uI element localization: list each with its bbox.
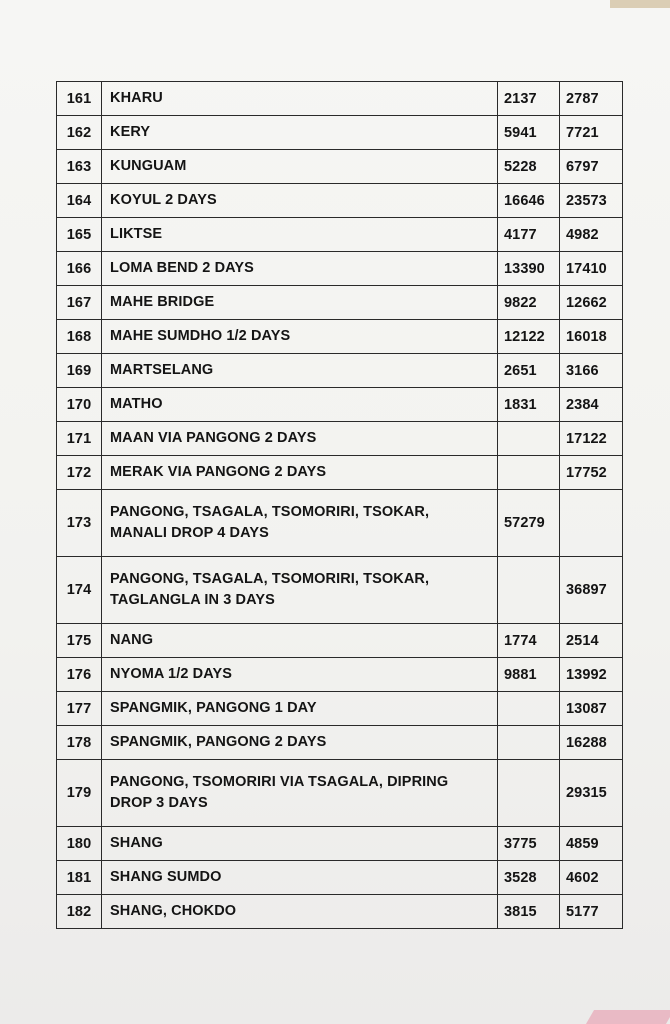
- table-row: [57, 827, 623, 861]
- rate-a: 2137: [498, 82, 560, 116]
- serial-number: 173: [57, 490, 102, 557]
- destination: SPANGMIK, PANGONG 1 DAY: [102, 692, 498, 726]
- rate-a: [498, 456, 560, 490]
- rate-a: [498, 557, 560, 624]
- rate-b: 7721: [560, 116, 623, 150]
- rate-a: 4177: [498, 218, 560, 252]
- rate-b: [560, 490, 623, 557]
- rate-b: 4982: [560, 218, 623, 252]
- destination-line-1: PANGONG, TSOMORIRI VIA TSAGALA, DIPRING: [110, 774, 449, 790]
- table-row: [57, 624, 623, 658]
- rate-a: 1774: [498, 624, 560, 658]
- destination: LOMA BEND 2 DAYS: [102, 252, 498, 286]
- serial-number: 168: [57, 320, 102, 354]
- rate-a: 9822: [498, 286, 560, 320]
- serial-number: 165: [57, 218, 102, 252]
- rate-b: 23573: [560, 184, 623, 218]
- rate-a: 5941: [498, 116, 560, 150]
- destination: KOYUL 2 DAYS: [102, 184, 498, 218]
- table-row: [57, 252, 623, 286]
- destination: [102, 557, 498, 624]
- rate-b: 2384: [560, 388, 623, 422]
- serial-number: 163: [57, 150, 102, 184]
- table-row: [57, 150, 623, 184]
- destination: MERAK VIA PANGONG 2 DAYS: [102, 456, 498, 490]
- table-row: [57, 726, 623, 760]
- rate-a: 2651: [498, 354, 560, 388]
- destination: NYOMA 1/2 DAYS: [102, 658, 498, 692]
- serial-number: 178: [57, 726, 102, 760]
- destination: NANG: [102, 624, 498, 658]
- rate-b: 16288: [560, 726, 623, 760]
- table-row: [57, 320, 623, 354]
- table-row: [57, 184, 623, 218]
- page-edge-mark: [586, 1010, 670, 1024]
- destination-line-2: DROP 3 DAYS: [110, 795, 208, 811]
- serial-number: 172: [57, 456, 102, 490]
- destination: KERY: [102, 116, 498, 150]
- rate-a: [498, 422, 560, 456]
- page-edge-shadow: [610, 0, 670, 8]
- destination: SHANG: [102, 827, 498, 861]
- destination: LIKTSE: [102, 218, 498, 252]
- table-row: [57, 692, 623, 726]
- table-row: [57, 861, 623, 895]
- table-row: [57, 354, 623, 388]
- serial-number: 167: [57, 286, 102, 320]
- serial-number: 182: [57, 895, 102, 929]
- table-row: [57, 422, 623, 456]
- serial-number: 175: [57, 624, 102, 658]
- table-row: [57, 82, 623, 116]
- serial-number: 181: [57, 861, 102, 895]
- rate-a: 57279: [498, 490, 560, 557]
- rate-a: 3528: [498, 861, 560, 895]
- serial-number: 164: [57, 184, 102, 218]
- rate-a: [498, 726, 560, 760]
- rate-table: [56, 81, 623, 929]
- rate-b: 4602: [560, 861, 623, 895]
- table-row: [57, 456, 623, 490]
- serial-number: 176: [57, 658, 102, 692]
- table-row: [57, 286, 623, 320]
- serial-number: 171: [57, 422, 102, 456]
- rate-b: 36897: [560, 557, 623, 624]
- rate-b: 17410: [560, 252, 623, 286]
- rate-a: 12122: [498, 320, 560, 354]
- serial-number: 161: [57, 82, 102, 116]
- rate-a: 3775: [498, 827, 560, 861]
- rate-a: [498, 692, 560, 726]
- destination: SHANG SUMDO: [102, 861, 498, 895]
- serial-number: 174: [57, 557, 102, 624]
- rate-b: 12662: [560, 286, 623, 320]
- rate-a: 3815: [498, 895, 560, 929]
- rate-b: 17752: [560, 456, 623, 490]
- destination-line-1: PANGONG, TSAGALA, TSOMORIRI, TSOKAR,: [110, 504, 430, 520]
- destination: SPANGMIK, PANGONG 2 DAYS: [102, 726, 498, 760]
- serial-number: 166: [57, 252, 102, 286]
- rate-b: 5177: [560, 895, 623, 929]
- destination-line-1: PANGONG, TSAGALA, TSOMORIRI, TSOKAR,: [110, 571, 430, 587]
- destination: [102, 490, 498, 557]
- destination: MAHE SUMDHO 1/2 DAYS: [102, 320, 498, 354]
- table-row: [57, 218, 623, 252]
- destination: KHARU: [102, 82, 498, 116]
- rate-b: 4859: [560, 827, 623, 861]
- serial-number: 177: [57, 692, 102, 726]
- rate-b: 3166: [560, 354, 623, 388]
- destination: SHANG, CHOKDO: [102, 895, 498, 929]
- rate-b: 13087: [560, 692, 623, 726]
- serial-number: 169: [57, 354, 102, 388]
- serial-number: 170: [57, 388, 102, 422]
- table-row: [57, 557, 623, 624]
- rate-b: 2787: [560, 82, 623, 116]
- rate-a: 9881: [498, 658, 560, 692]
- destination: MAHE BRIDGE: [102, 286, 498, 320]
- rate-b: 29315: [560, 760, 623, 827]
- rate-a: 1831: [498, 388, 560, 422]
- table-row: [57, 388, 623, 422]
- destination-line-2: TAGLANGLA IN 3 DAYS: [110, 592, 275, 608]
- rate-b: 17122: [560, 422, 623, 456]
- serial-number: 179: [57, 760, 102, 827]
- table-row: [57, 760, 623, 827]
- table-row: [57, 490, 623, 557]
- rate-b: 6797: [560, 150, 623, 184]
- destination: [102, 760, 498, 827]
- table-row: [57, 116, 623, 150]
- serial-number: 180: [57, 827, 102, 861]
- rate-b: 2514: [560, 624, 623, 658]
- destination-line-2: MANALI DROP 4 DAYS: [110, 525, 269, 541]
- destination: KUNGUAM: [102, 150, 498, 184]
- destination: MAAN VIA PANGONG 2 DAYS: [102, 422, 498, 456]
- rate-b: 13992: [560, 658, 623, 692]
- serial-number: 162: [57, 116, 102, 150]
- rate-a: 5228: [498, 150, 560, 184]
- table-row: [57, 895, 623, 929]
- rate-a: 16646: [498, 184, 560, 218]
- destination: MATHO: [102, 388, 498, 422]
- rate-a: 13390: [498, 252, 560, 286]
- rate-a: [498, 760, 560, 827]
- table-row: [57, 658, 623, 692]
- rate-b: 16018: [560, 320, 623, 354]
- destination: MARTSELANG: [102, 354, 498, 388]
